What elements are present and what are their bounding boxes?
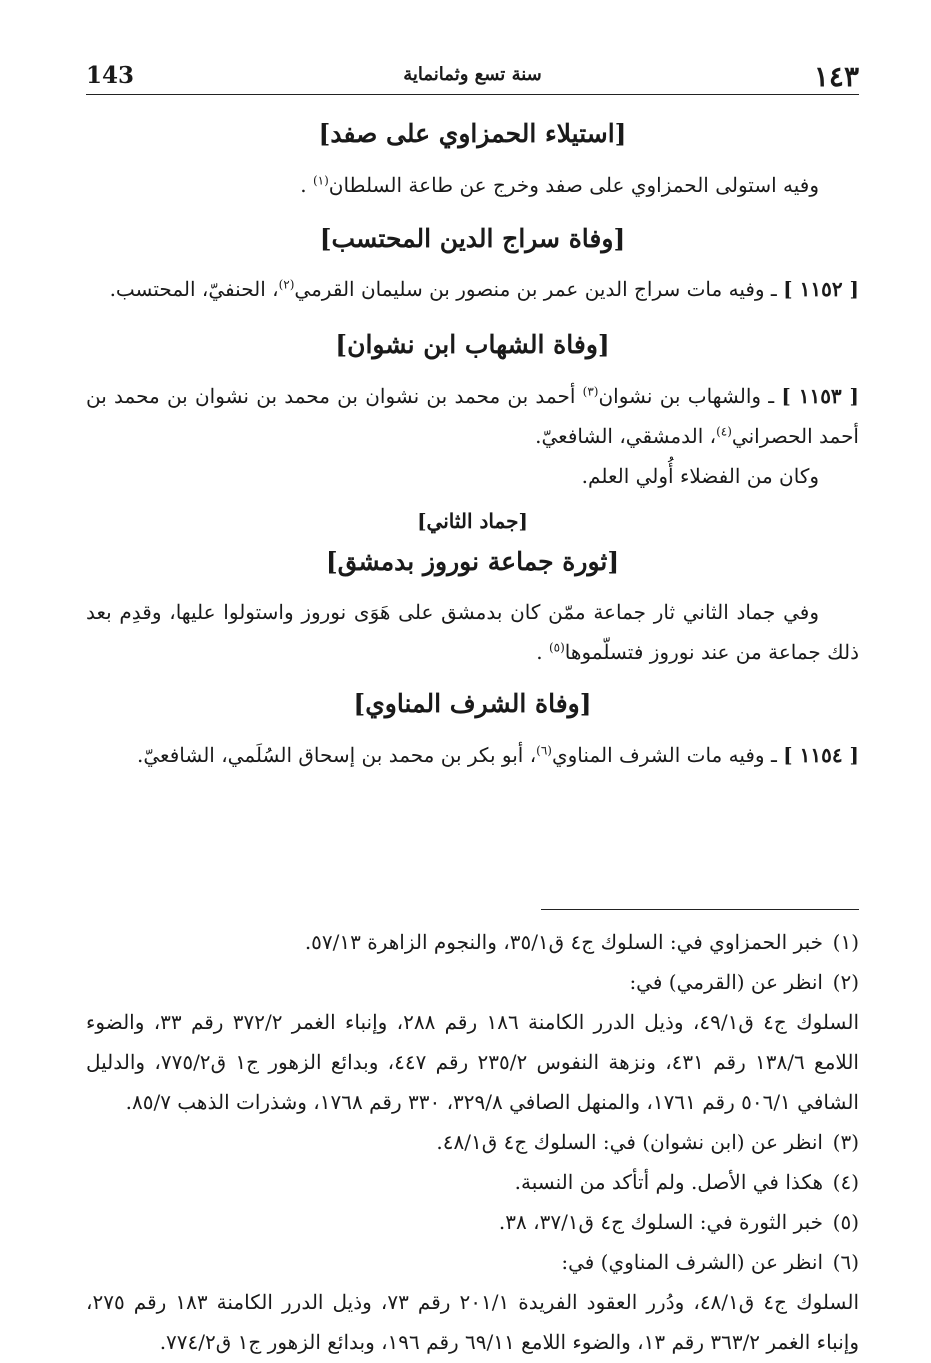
main-text — [86, 118, 859, 775]
footnote-text: السلوك ج٤ ق٤٨/١، ودُرر العقود الفريدة ٢٠١/١ رقم ٧٣، وذيل الدرر الكامنة ١٨٣ رقم ٢٧٥، وإنباء الغمر ٣٦٣/٢ رقم ١٣، والضوء اللامع ٦٩/١١ رقم ١٩٦، وبدائع الزهور ج١ ق٧٧٤/٢. — [86, 1290, 860, 1354]
entry-paragraph: [ ١١٥٣ ] ـ والشهاب بن نشوان$^{(٣)}$ أحمد بن محمد بن نشوان بن محمد بن نشوان بن محمد بن أحمد الحصراني$^{(٤)}$، الدمشقي، الشافعيّ. — [86, 383, 859, 448]
entry-paragraph: [ ١١٥٢ ] ـ وفيه مات سراج الدين عمر بن منصور بن سليمان القرمي$^{(٢)}$، الحنفيّ، المحتسب. — [109, 277, 859, 301]
footnote: (١)خبر الحمزاوي في: السلوك ج٤ ق٣٥/١، والنجوم الزاهرة ٥٧/١٣. — [86, 922, 859, 962]
footnote-number: (١) — [832, 930, 859, 954]
entry-number: [ ١١٥٣ ] — [781, 383, 859, 408]
paragraph: وفي جماد الثاني ثار جماعة ممّن كان بدمشق على هَوَى نوروز واستولوا عليها، وقدِم بعد ذلك جماعة من عند نوروز فتسلّموها$^{(٥)}$ . — [86, 600, 859, 664]
footnote-number: (٦) — [832, 1250, 859, 1274]
footnote-number: (٥) — [832, 1210, 859, 1234]
paragraph: وكان من الفضلاء أُولي العلم. — [581, 463, 819, 488]
footnote-ref[interactable]: (٦) — [536, 742, 552, 757]
footnote-text: السلوك ج٤ ق٤٩/١، وذيل الدرر الكامنة ١٨٦ رقم ٢٨٨، وإنباء الغمر ٣٧٢/٢ رقم ٣٣، والضوء اللامع ١٣٨/٦ رقم ٤٣١، ونزهة النفوس ٢٣٥/٢ رقم ٤٤٧، وبدائع الزهور ج١ ق٧٧٥/٢، والدليل الشافي ٥٠٦/١ رقم ١٧٦١، والمنهل الصافي ٣٢٩/٨، ٣٣٠ رقم ١٧٦٨، وشذرات الذهب ٨٥/٧. — [86, 1010, 860, 1114]
month-heading: [جماد الثاني] — [417, 508, 528, 533]
footnote-ref[interactable]: (١) — [312, 172, 329, 187]
entry-number: [ ١١٥٤ ] — [783, 742, 859, 767]
footnote: (٢)انظر عن (القرمي) في: السلوك ج٤ ق٤٩/١، وذيل الدرر الكامنة ١٨٦ رقم ٢٨٨، وإنباء الغمر ٣٧٢/٢ رقم ٣٣، والضوء اللامع ١٣٨/٦ رقم ٤٣١، ونزهة النفوس ٢٣٥/٢ رقم ٤٤٧، وبدائع الزهور ج١ ق٧٧٥/٢، والدليل الشافي ٥٠٦/١ رقم ١٧٦١، والمنهل الصافي ٣٢٩/٨، ٣٣٠ رقم ١٧٦٨، وشذرات الذهب ٨٥/٧. — [86, 962, 859, 1122]
footnote-number: (٤) — [832, 1170, 859, 1194]
footnote: (٥)خبر الثورة في: السلوك ج٤ ق٣٧/١، ٣٨. — [86, 1202, 859, 1242]
section-title: [ثورة جماعة نوروز بدمشق] — [325, 546, 620, 576]
footnote-ref[interactable]: (٥) — [548, 640, 565, 655]
section-title: [وفاة سراج الدين المحتسب] — [319, 223, 626, 253]
section-title: [استيلاء الحمزاوي على صفد] — [318, 119, 627, 148]
section-title: [وفاة الشهاب ابن نشوان] — [335, 330, 610, 359]
page-number-latin: 143 — [86, 62, 135, 89]
footnote: (٦)انظر عن (الشرف المناوي) في: السلوك ج٤ ق٤٨/١، ودُرر العقود الفريدة ٢٠١/١ رقم ٧٣، وذيل الدرر الكامنة ١٨٣ رقم ٢٧٥، وإنباء الغمر ٣٦٣/٢ رقم ١٣، والضوء اللامع ٦٩/١١ رقم ١٩٦، وبدائع الزهور ج١ ق٧٧٤/٢. — [86, 1242, 859, 1362]
page-header — [86, 58, 859, 95]
running-title: سنة تسع وثمانماية — [403, 64, 542, 85]
footnote-number: (٢) — [832, 970, 859, 994]
footnote-ref[interactable]: (٣) — [582, 383, 599, 398]
footnote: (٤)هكذا في الأصل. ولم أتأكد من النسبة. — [86, 1162, 859, 1202]
footnote-number: (٣) — [832, 1130, 859, 1154]
footnote-separator — [541, 909, 859, 910]
paragraph: وفيه استولى الحمزاوي على صفد وخرج عن طاعة السلطان$^{(١)}$ . — [300, 172, 819, 197]
page-number-arabic: ١٤٣ — [813, 60, 859, 93]
footnote: (٣)انظر عن (ابن نشوان) في: السلوك ج٤ ق٤٨/١. — [86, 1122, 859, 1162]
section-title: [وفاة الشرف المناوي] — [353, 689, 592, 718]
footnotes — [86, 922, 859, 1362]
entry-paragraph: [ ١١٥٤ ] ـ وفيه مات الشرف المناوي$^{(٦)}$، أبو بكر بن محمد بن إسحاق السُلَمي، الشافعيّ. — [137, 742, 859, 767]
footnote-ref[interactable]: (٤) — [716, 423, 732, 438]
footnote-ref[interactable]: (٢) — [278, 277, 295, 292]
entry-number: [ ١١٥٢ ] — [783, 277, 859, 301]
